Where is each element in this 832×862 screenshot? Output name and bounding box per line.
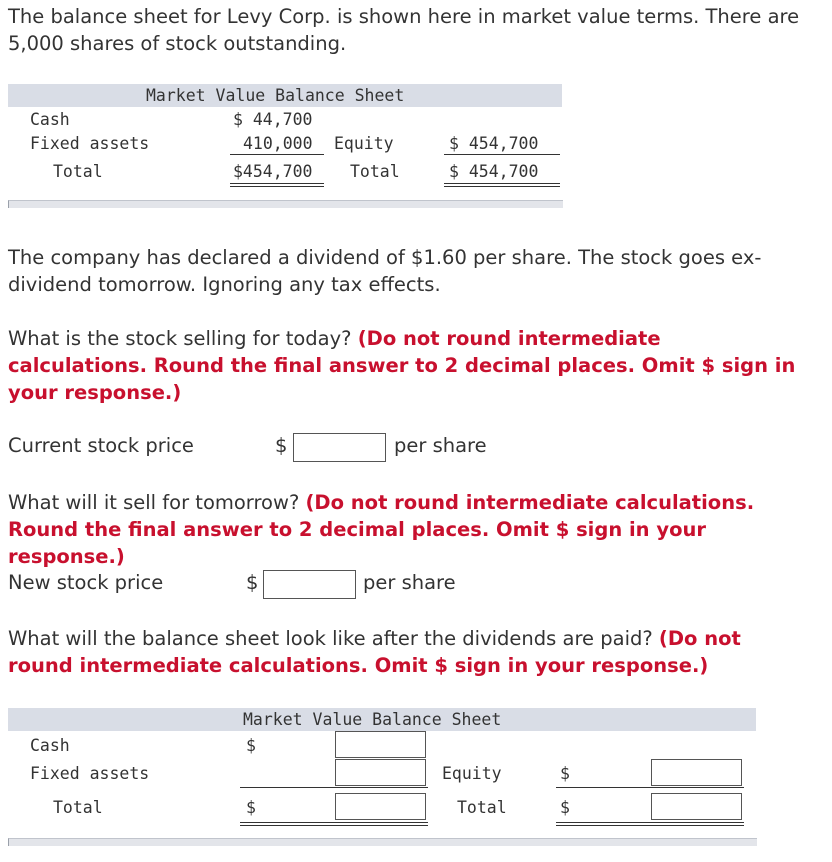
question-2-text: What will it sell for tomorrow? xyxy=(8,491,300,514)
current-price-label: Current stock price xyxy=(8,434,194,457)
sheet1-equity-value: $ 454,700 xyxy=(449,134,539,153)
sheet2-title: Market Value Balance Sheet xyxy=(243,710,502,729)
sheet1-fixed-assets-label: Fixed assets xyxy=(30,134,150,153)
sheet1-total-assets-double-underline xyxy=(230,183,324,187)
sheet1-cash-label: Cash xyxy=(30,110,70,129)
current-price-unit: per share xyxy=(394,434,487,457)
sheet2-total-right-currency: $ xyxy=(560,798,570,817)
question-3-text: What will the balance sheet look like after the dividends are paid? xyxy=(8,627,653,650)
intro-text: The balance sheet for Levy Corp. is shown here in market value terms. There are 5,000 shares of stock outstanding. xyxy=(8,5,800,55)
sheet2-cash-currency: $ xyxy=(246,736,256,755)
sheet2-total-label: Total xyxy=(53,798,103,817)
question-2-instruction: (Do not round intermediate calculations. Round the final answer to 2 decimal places. Omit $ sign in your response.) xyxy=(8,491,755,568)
question-2 xyxy=(8,489,823,570)
sheet2-fixed-underline xyxy=(240,787,428,788)
sheet1-fixed-assets-value: 410,000 xyxy=(243,134,313,153)
sheet1-fixed-underline xyxy=(230,154,324,155)
sheet1-total-right-value: $ 454,700 xyxy=(449,162,539,181)
sheet2-cash-input[interactable] xyxy=(335,731,426,758)
sheet1-title: Market Value Balance Sheet xyxy=(146,86,405,105)
new-stock-price-input[interactable] xyxy=(263,570,356,599)
question-1 xyxy=(8,325,798,406)
dividend-text: The company has declared a dividend of $1.60 per share. The stock goes ex-dividend tomorrow. Ignoring any tax effects. xyxy=(8,246,762,296)
new-price-dollar-sign: $ xyxy=(246,571,259,594)
sheet1-horizontal-scrollbar[interactable] xyxy=(8,200,563,208)
sheet2-horizontal-scrollbar[interactable] xyxy=(8,838,757,846)
question-1-text: What is the stock selling for today? xyxy=(8,327,352,350)
question-3 xyxy=(8,625,798,679)
sheet1-total-right-double-underline xyxy=(444,183,560,187)
question-1-instruction: (Do not round intermediate calculations. Round the final answer to 2 decimal places. Omit $ sign in your response.) xyxy=(8,327,796,404)
sheet2-total-double-underline xyxy=(240,822,428,826)
sheet1-total-label: Total xyxy=(53,162,103,181)
new-price-unit: per share xyxy=(363,571,456,594)
sheet1-total-assets: $454,700 xyxy=(233,162,313,181)
sheet2-equity-label: Equity xyxy=(442,764,502,783)
sheet2-total-assets-input[interactable] xyxy=(335,793,426,820)
question-3-instruction: (Do not round intermediate calculations. Omit $ sign in your response.) xyxy=(8,627,741,677)
sheet1-total-right-label: Total xyxy=(350,162,400,181)
sheet2-equity-currency: $ xyxy=(560,764,570,783)
sheet1-equity-label: Equity xyxy=(334,134,394,153)
sheet2-fixed-assets-label: Fixed assets xyxy=(30,764,150,783)
sheet2-cash-label: Cash xyxy=(30,736,70,755)
sheet2-total-currency: $ xyxy=(246,798,256,817)
sheet2-total-right-label: Total xyxy=(457,798,507,817)
sheet2-equity-input[interactable] xyxy=(651,759,742,786)
sheet1-cash-value: $ 44,700 xyxy=(233,110,313,129)
sheet2-fixed-assets-input[interactable] xyxy=(335,759,426,786)
sheet2-equity-underline xyxy=(556,787,744,788)
new-price-label: New stock price xyxy=(8,571,164,594)
sheet1-equity-underline xyxy=(444,154,560,155)
current-stock-price-input[interactable] xyxy=(293,433,386,462)
sheet2-total-right-input[interactable] xyxy=(651,793,742,820)
sheet2-total-right-double-underline xyxy=(556,822,744,826)
current-price-dollar-sign: $ xyxy=(275,434,288,457)
